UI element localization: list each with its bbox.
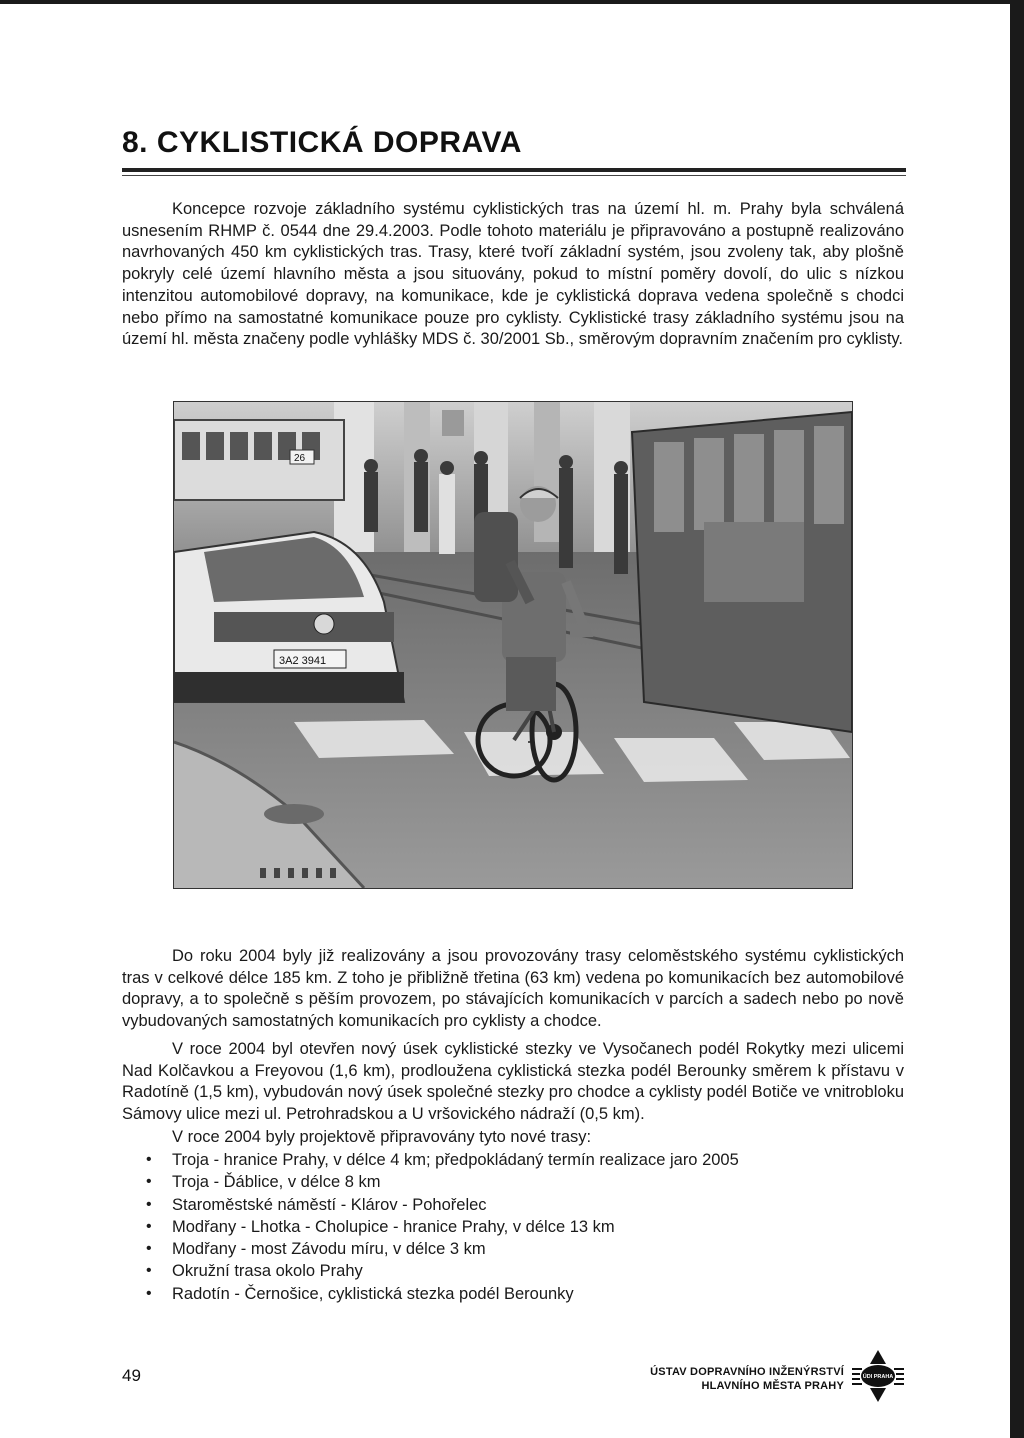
logo-text: ÚDI PRAHA	[862, 1374, 894, 1380]
udi-praha-logo-icon	[850, 1348, 906, 1404]
footer-organization	[620, 1365, 844, 1393]
list-item	[122, 1283, 904, 1305]
route-text: Troja - Ďáblice, v délce 8 km	[172, 1173, 381, 1192]
page-number: 49	[122, 1366, 141, 1385]
route-text: Okružní trasa okolo Prahy	[172, 1262, 363, 1281]
chapter-heading: 8. CYKLISTICKÁ DOPRAVA	[122, 126, 522, 159]
bullet-icon: •	[146, 1173, 152, 1191]
list-item	[122, 1149, 904, 1171]
route-text: Troja - hranice Prahy, v délce 4 km; předpokládaný termín realizace jaro 2005	[172, 1151, 739, 1169]
bullet-icon: •	[146, 1151, 152, 1168]
list-item	[122, 1171, 904, 1193]
route-text: Staroměstské náměstí - Klárov - Pohořelec	[172, 1195, 487, 1214]
planned-routes-list	[122, 1149, 904, 1305]
bullet-icon: •	[146, 1284, 152, 1302]
intro-paragraph: Koncepce rozvoje základního systému cyklistických tras na území hl. m. Prahy byla schválená usnesením RHMP č. 0544 dne 29.4.2003. Podle tohoto materiálu je připravováno a postupně realizováno navrhovaných 450 km cyklistických tras. Trasy, které tvoří základní systém, jsou zvoleny tak, aby plošně pokryly celé území hlavního města a jsou situovány, pokud to místní poměry dovolí, do ulic s nízkou intenzitou automobilové dopravy, na komunikace, kde je cyklistická doprava vedena společně s chodci nebo přímo na samostatné komunikace pouze pro cyklisty. Cyklistické trasy základního systému jsou na území hl. města značeny podle vyhlášky MDS č. 30/2001 Sb., směrovým dopravním značením pro cyklisty.	[122, 200, 904, 349]
org-name-line2: HLAVNÍHO MĚSTA PRAHY	[701, 1380, 844, 1392]
network-length-paragraph: Do roku 2004 byly již realizovány a jsou provozovány trasy celoměstského systému cyklistických tras v celkové délce 185 km. Z toho je přibližně třetina (63 km) vedena po komunikacích bez automobilové dopravy, a to společně s pěším provozem, po stávajících komunikacích v parcích a sadech nebo po nově vybudovaných samostatných komunikacích pro cyklisty a chodce.	[122, 947, 904, 1031]
list-item	[122, 1216, 904, 1238]
bullet-icon: •	[146, 1240, 152, 1258]
heading-rule-thin	[122, 175, 906, 176]
bullet-icon: •	[146, 1217, 152, 1235]
car-license-plate: 3A2 3941	[279, 655, 327, 667]
scan-edge-top	[0, 0, 1024, 4]
route-text: Modřany - Lhotka - Cholupice - hranice Prahy, v délce 13 km	[172, 1217, 615, 1236]
route-text: Modřany - most Závodu míru, v délce 3 km	[172, 1240, 486, 1259]
scan-edge-right	[1010, 0, 1024, 1438]
cyclist-street-photo	[173, 401, 853, 889]
list-item	[122, 1194, 904, 1216]
org-name-line1: ÚSTAV DOPRAVNÍHO INŽENÝRSTVÍ	[650, 1366, 844, 1378]
route-text: Radotín - Černošice, cyklistická stezka podél Berounky	[172, 1284, 574, 1303]
bullet-icon: •	[146, 1262, 152, 1280]
list-item	[122, 1260, 904, 1282]
opened-sections-paragraph: V roce 2004 byl otevřen nový úsek cyklistické stezky ve Vysočanech podél Rokytky mezi ulicemi Nad Kolčavkou a Freyovou (1,6 km), prodloužena cyklistická stezka podél Berounky směrem k přístavu v Radotíně (1,5 km), vybudován nový úsek společné stezky pro chodce a cyklisty podél Botiče ve vnitrobloku Sámovy ulice mezi ul. Petrohradskou a U vršovického nádraží (0,5 km).	[122, 1040, 904, 1124]
planned-routes-intro: V roce 2004 byly projektově připravovány tyto nové trasy:	[172, 1128, 592, 1146]
bullet-icon: •	[146, 1195, 152, 1213]
photo-illustration	[174, 402, 852, 888]
list-item	[122, 1238, 904, 1260]
heading-rule-thick	[122, 168, 906, 172]
tram-route-number: 26	[294, 453, 306, 464]
